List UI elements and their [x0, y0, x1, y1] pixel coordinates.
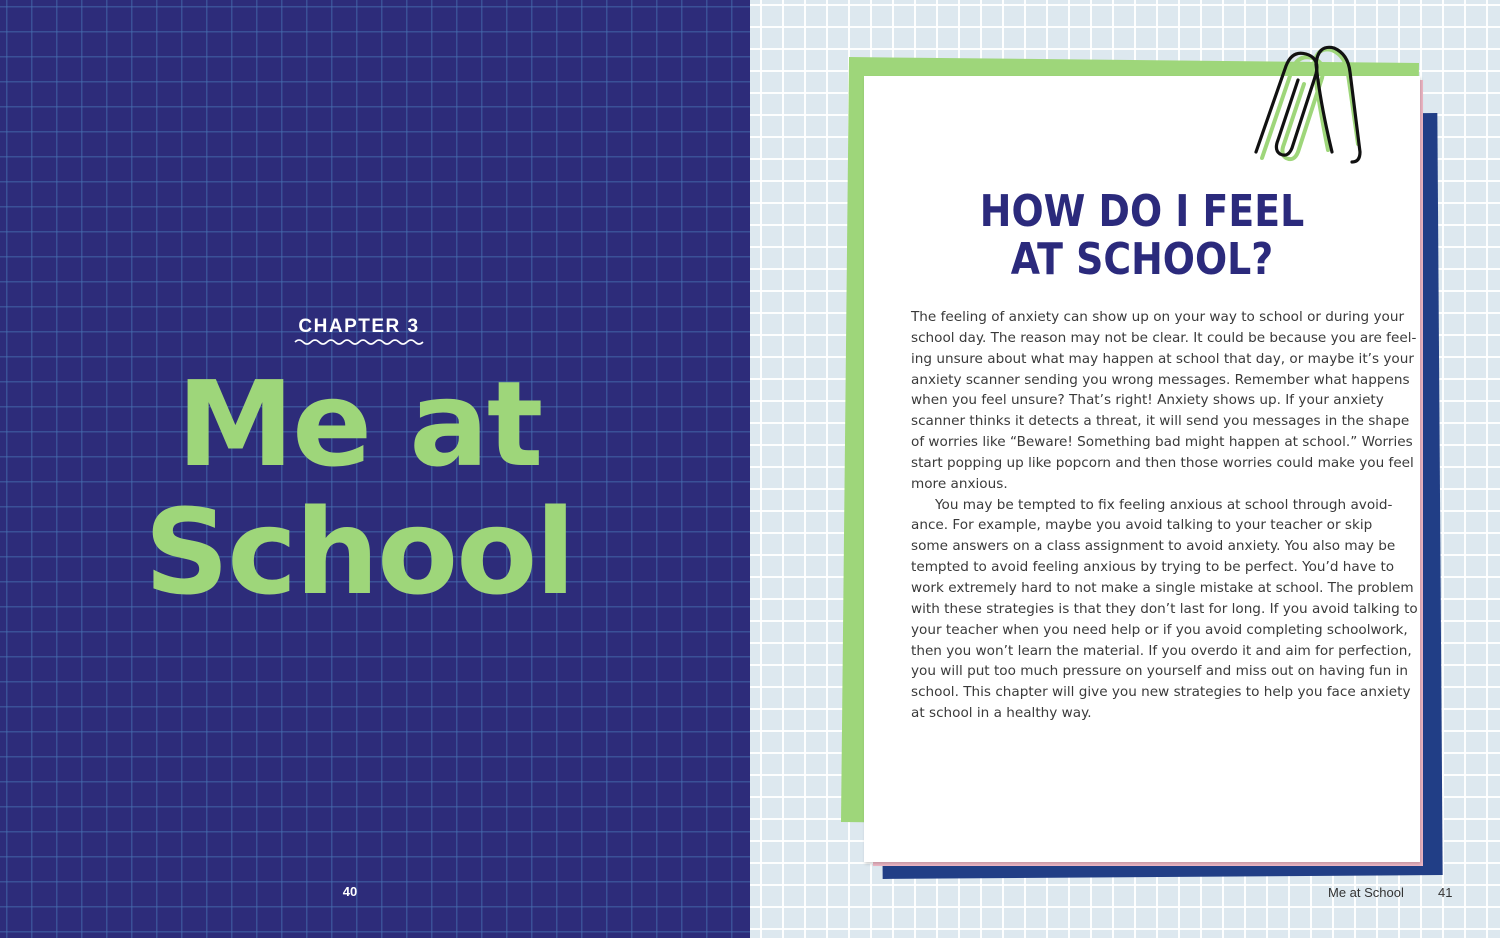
text-line: school day. The reason may not be clear. It could be because you are feel- [911, 329, 1417, 346]
text-line: ance. For example, maybe you avoid talking to your teacher or skip [911, 517, 1373, 534]
text-line: scanner thinks it detects a threat, it will send you messages in the shape [911, 413, 1410, 430]
text-line: school. This chapter will give you new strategies to help you face anxiety [911, 684, 1411, 701]
text-line: You may be tempted to fix feeling anxious at school through avoid- [935, 496, 1393, 513]
text-line: you will put too much pressure on yourself and miss out on having fun in [911, 663, 1409, 680]
text-line: of worries like “Beware! Something bad might happen at school.” Worries [911, 434, 1413, 451]
text-line: some answers on a class assignment to avoid anxiety. You also may be [911, 538, 1396, 555]
text-line: ing unsure about what may happen at school that day, or maybe it’s your [911, 350, 1414, 367]
text-line: your teacher when you need help or if you avoid completing schoolwork, [911, 621, 1408, 638]
page-number-right: 41 [1438, 885, 1453, 900]
text-line: at school in a healthy way. [911, 705, 1092, 722]
text-line: when you feel unsure? That’s right! Anxiety shows up. If your anxiety [911, 392, 1384, 409]
wavy-underline [294, 338, 424, 346]
section-heading-line1: HOW DO I FEEL [979, 186, 1305, 237]
text-line: tempted to avoid feeling anxious by trying to be perfect. You’d have to [911, 559, 1395, 576]
text-line: start popping up like popcorn and then those worries could make you feel [911, 454, 1414, 471]
section-heading [903, 188, 1381, 284]
chapter-title-line1: Me at [176, 355, 542, 493]
section-heading-line2: AT SCHOOL? [1010, 234, 1274, 285]
text-line: anxiety scanner sending you wrong messages. Remember what happens [911, 371, 1410, 388]
paperclip-icon [1228, 40, 1368, 170]
body-text [911, 307, 1418, 724]
text-line: more anxious. [911, 475, 1008, 492]
text-line: work extremely hard to not make a single mistake at school. The problem [911, 579, 1414, 596]
text-line: The feeling of anxiety can show up on your way to school or during your [911, 309, 1405, 325]
text-line: with these strategies is that they don’t last for long. If you avoid talking to [911, 600, 1418, 617]
page-number-left: 40 [342, 884, 358, 899]
running-head: Me at School [1328, 885, 1404, 900]
chapter-label: CHAPTER 3 [298, 316, 420, 337]
text-line: then you won’t learn the material. If you overdo it and aim for perfection, [911, 642, 1412, 659]
paragraph-1 [911, 307, 1417, 495]
chapter-title-line2: School [144, 483, 574, 621]
paragraph-2 [911, 495, 1418, 724]
chapter-title [0, 355, 718, 621]
